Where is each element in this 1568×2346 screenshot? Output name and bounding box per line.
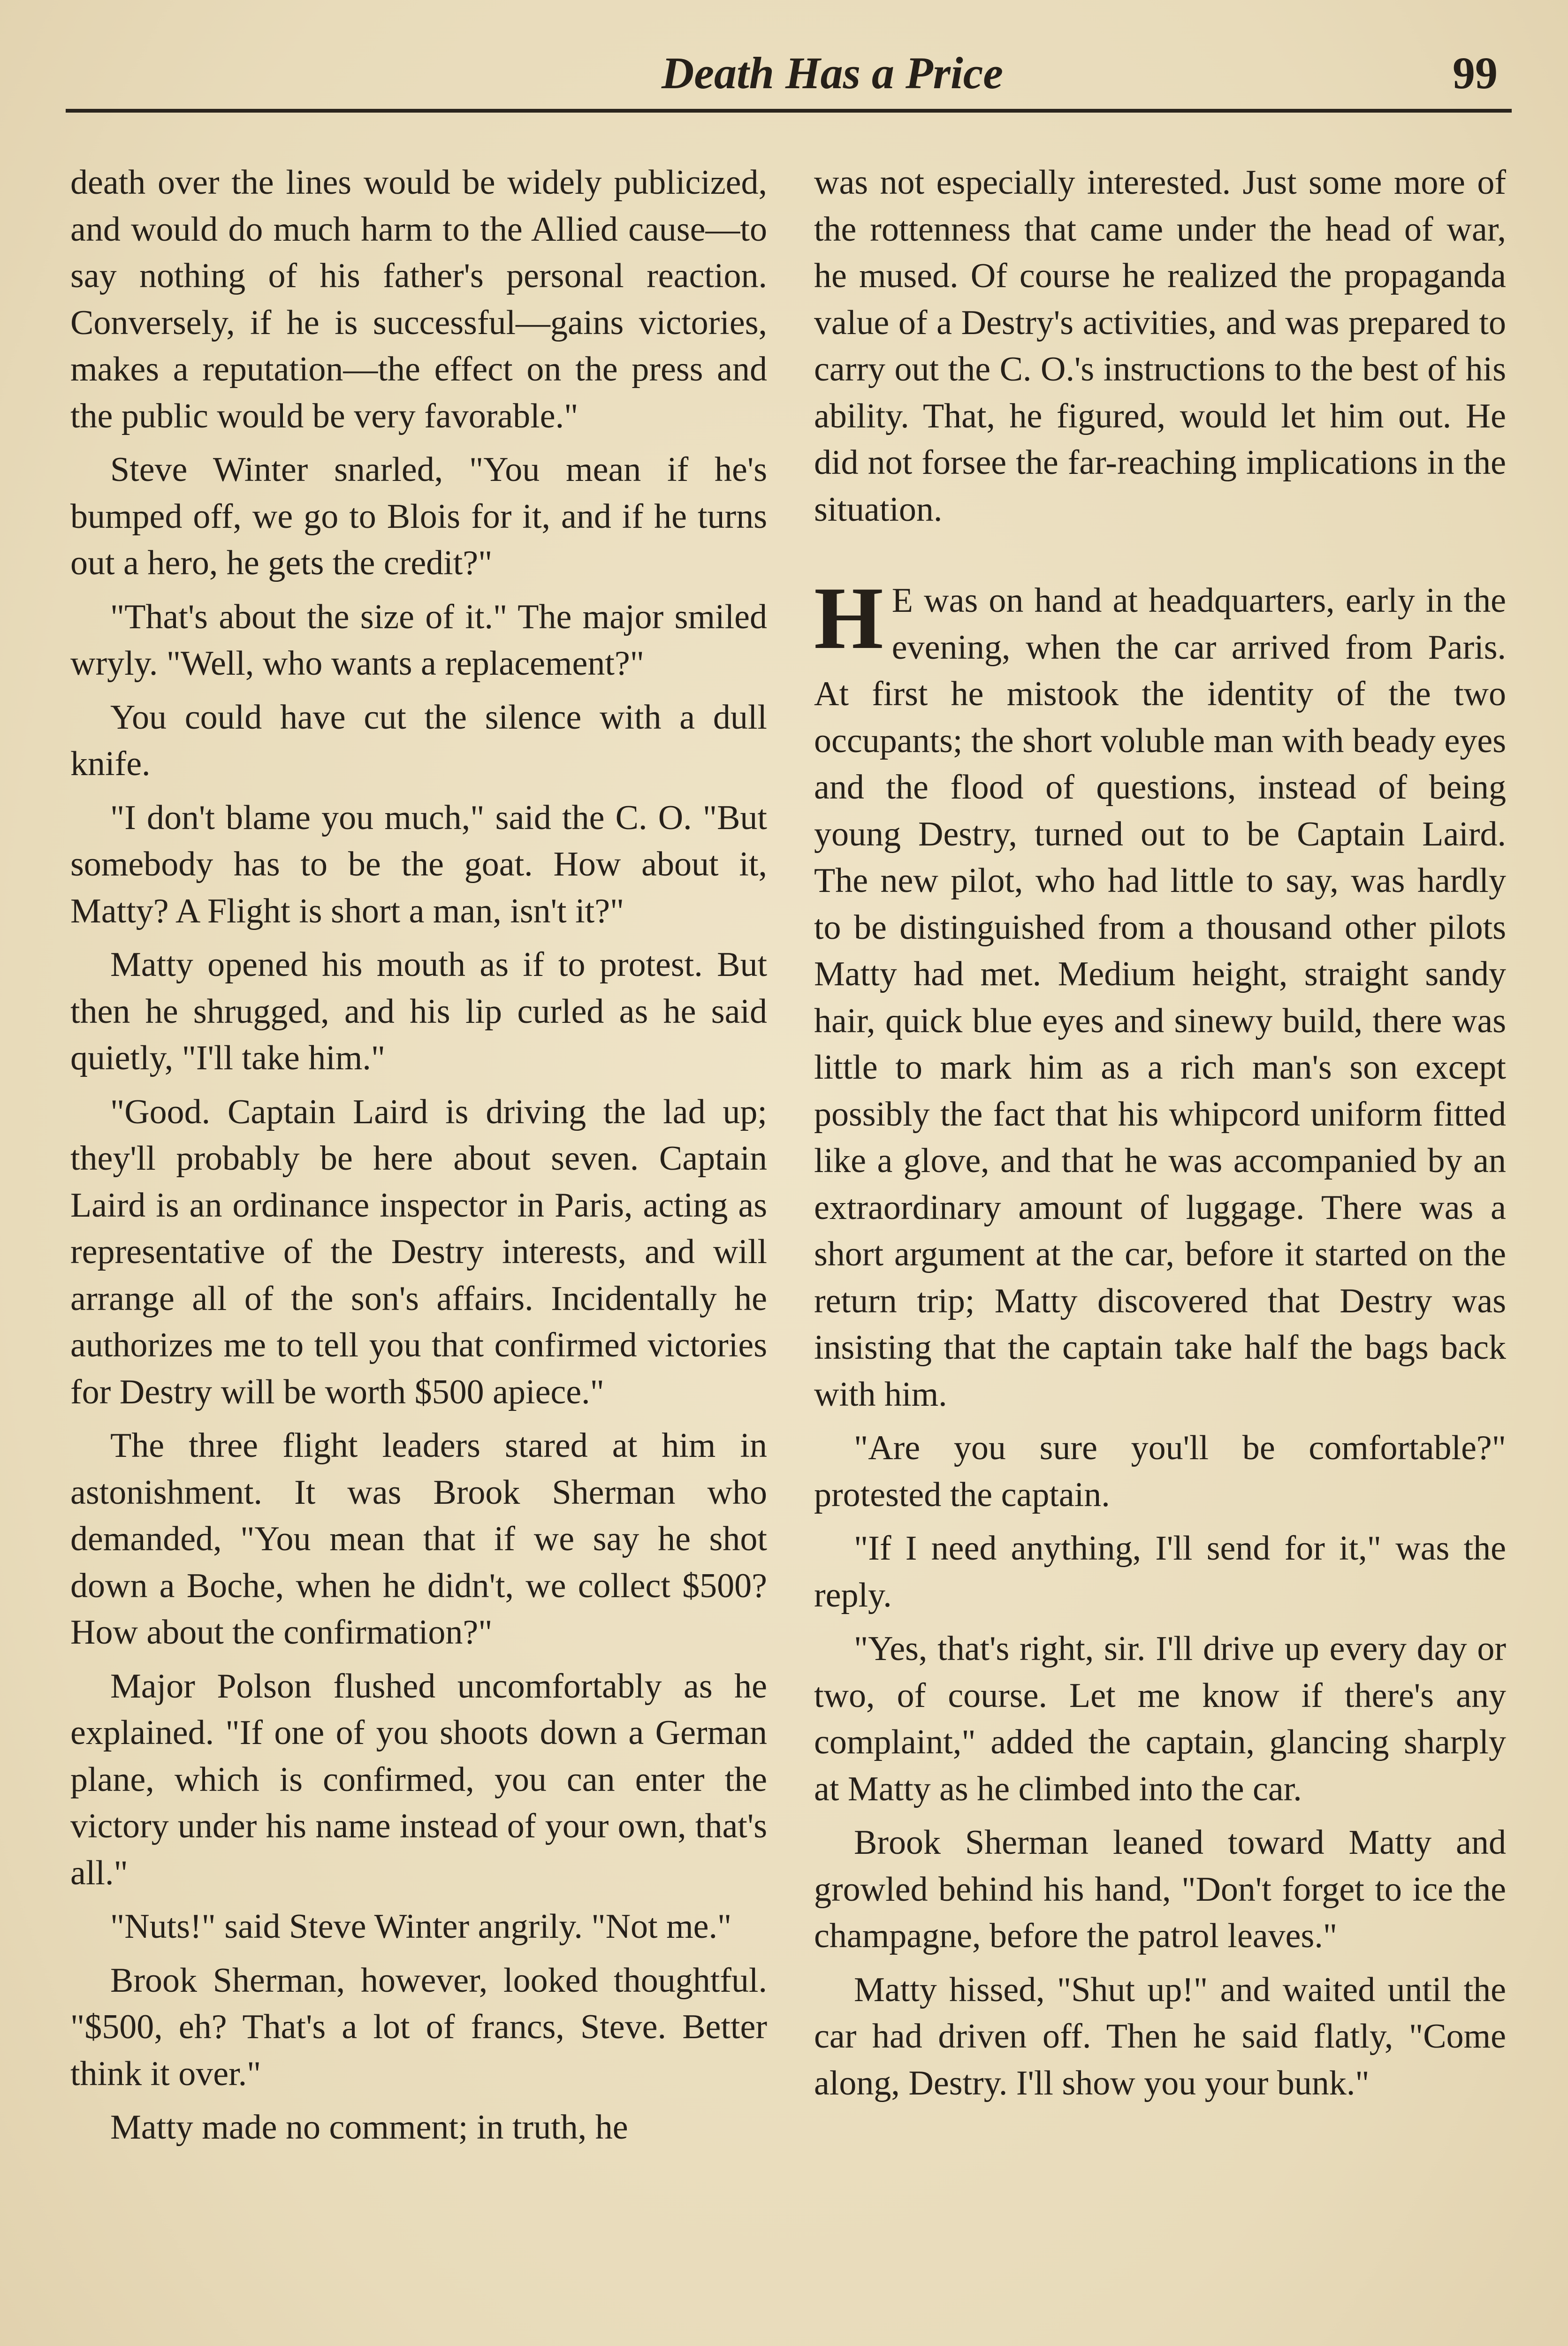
left-column — [70, 160, 767, 2158]
paragraph: "That's about the size of it." The major smiled wryly. "Well, who wants a replacement?" — [70, 597, 767, 683]
right-column — [814, 160, 1506, 2114]
paragraph: Matty made no comment; in truth, he — [110, 2108, 628, 2147]
drop-cap: H — [814, 569, 883, 668]
paragraph: "Nuts!" said Steve Winter angrily. "Not me." — [110, 1907, 732, 1946]
running-title: Death Has a Price — [662, 48, 1003, 98]
page-header — [66, 38, 1512, 113]
paragraph: was not especially interested. Just some more of the rottenness that came under the head of war, he mused. Of course he realized the propaganda value of a Destry's activities, and was prepared to carry out the C. O.'s instructions to the best of his ability. That, he figured, would let him out. He did not forsee the far-reaching implications in the situation. — [814, 163, 1506, 529]
paragraph: "Good. Captain Laird is driving the lad up; they'll probably be here about seven. Captain Laird is an ordinance inspector in Paris, acting as representative of the Destry interests, and will arrange all of the son's affairs. Incidentally he authorizes me to tell you that confirmed victories for Destry will be worth $500 apiece." — [70, 1092, 767, 1411]
page-number: 99 — [1453, 48, 1498, 98]
paragraph: Brook Sherman leaned toward Matty and growled behind his hand, "Don't forget to ice the champagne, before the patrol leaves." — [814, 1823, 1506, 1955]
paragraph: Matty hissed, "Shut up!" and waited until the car had driven off. Then he said flatly, "Come along, Destry. I'll show you your bunk." — [814, 1970, 1506, 2102]
paragraph: "I don't blame you much," said the C. O. "But somebody has to be the goat. How about it, Matty? A Flight is short a man, isn't it?" — [70, 798, 767, 930]
paragraph: The three flight leaders stared at him in astonishment. It was Brook Sherman who demanded, "You mean that if we say he shot down a Boche, when he didn't, we collect $500? How about the confirmation?" — [70, 1426, 767, 1652]
paragraph-text: was on hand at headquarters, early in the evening, when the car arrived from Paris. At first he mistook the identity of the two occupants; the short voluble man with beady eyes and the flood of questions, instead of being young Destry, turned out to be Captain Laird. The new pilot, who had little to say, was hardly to be distinguished from a thousand other pilots Matty had met. Medium height, straight sandy hair, quick blue eyes and sinewy build, there was little to mark him as a rich man's son except possibly the fact that his whipcord uniform fitted like a glove, and that he was accompanied by an extraordinary amount of luggage. There was a short argument at the car, before it started on the return trip; Matty discovered that Destry was insisting that the captain take half the bags back with him. — [814, 581, 1506, 1414]
paragraph: "Yes, that's right, sir. I'll drive up every day or two, of course. Let me know if there's any complaint," added the captain, glancing sharply at Matty as he climbed into the car. — [814, 1630, 1506, 1808]
paragraph: Brook Sherman, however, looked thoughtful. "$500, eh? That's a lot of francs, Steve. Better think it over." — [70, 1961, 767, 2093]
drop-cap-rest: E — [891, 581, 913, 620]
paragraph: "If I need anything, I'll send for it," was the reply. — [814, 1529, 1506, 1615]
paragraph: Steve Winter snarled, "You mean if he's bumped off, we go to Blois for it, and if he turns out a hero, he gets the credit?" — [70, 450, 767, 582]
paragraph: Matty opened his mouth as if to protest. But then he shrugged, and his lip curled as he said quietly, "I'll take him." — [70, 945, 767, 1077]
section-start-paragraph — [814, 569, 1506, 1418]
paragraph: death over the lines would be widely publicized, and would do much harm to the Allied cause—to say nothing of his father's personal reaction. Conversely, if he is successful—gains victories, makes a reputation—the effect on the press and the public would be very favorable." — [70, 163, 767, 435]
paragraph: "Are you sure you'll be comfortable?" protested the captain. — [814, 1429, 1506, 1514]
paragraph: Major Polson flushed uncomfortably as he explained. "If one of you shoots down a German plane, which is confirmed, you can enter the victory under his name instead of your own, that's all." — [70, 1667, 767, 1892]
paragraph: You could have cut the silence with a dull knife. — [70, 698, 767, 783]
